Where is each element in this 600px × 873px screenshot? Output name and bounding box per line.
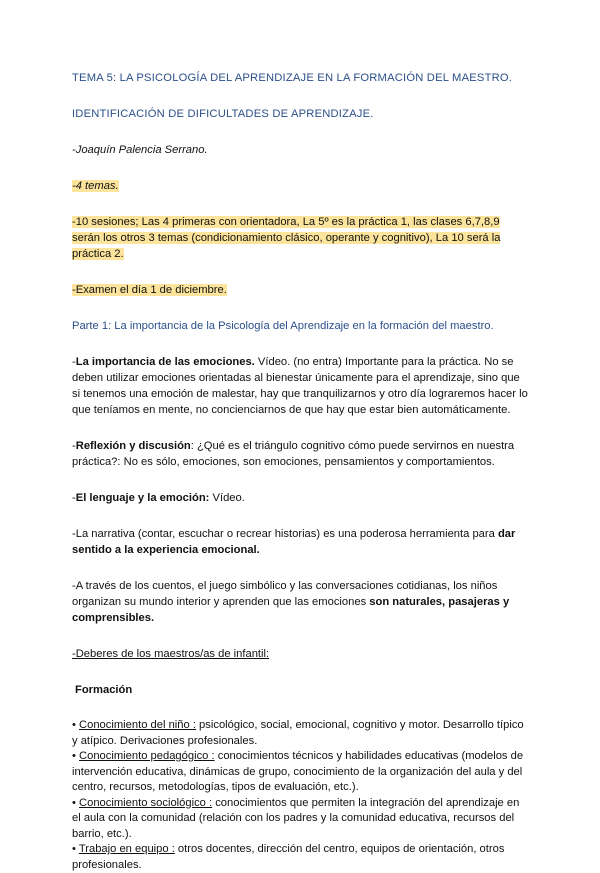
list-item <box>72 718 530 749</box>
list-item <box>72 842 530 873</box>
bullet-mark: • <box>72 719 80 731</box>
lenguaje-prefix: - <box>72 492 76 504</box>
list-item <box>72 749 530 796</box>
reflexion-paragraph <box>72 438 530 470</box>
bullet-mark: • <box>72 843 79 855</box>
cuentos-bold: son naturales, pasajeras y comprensibles. <box>72 596 510 624</box>
cuentos-paragraph <box>72 578 530 626</box>
temas-highlight: -4 temas. <box>72 180 119 192</box>
bullet-label: Conocimiento pedagógico : <box>79 750 215 762</box>
emociones-text: Vídeo. (no entra) Importante para la práctica. No se deben utilizar emociones orientadas al bienestar únicamente para el aprendizaje, sino que si tenemos una emoción de malestar, hay que tranquilizarnos y otro día lograremos hacer lo que teníamos en mente, no concienciarnos de que hay que estar bien automáticamente. <box>72 356 528 416</box>
emociones-paragraph <box>72 354 530 418</box>
temas-line <box>72 178 530 194</box>
formacion-list <box>72 718 530 873</box>
bullet-label: Conocimiento sociológico : <box>79 796 213 809</box>
author-line: -Joaquín Palencia Serrano. <box>72 144 208 156</box>
bullet-mark: • <box>72 796 80 809</box>
sesiones-paragraph <box>72 214 530 262</box>
deberes-heading: -Deberes de los maestros/as de infantil: <box>72 648 270 660</box>
lenguaje-paragraph <box>72 490 530 506</box>
doc-subtitle: IDENTIFICACIÓN DE DIFICULTADES DE APRENDIZAJE. <box>72 108 374 120</box>
bullet-label: Trabajo en equipo : <box>78 843 175 855</box>
list-item <box>72 796 530 843</box>
reflexion-bold: Reflexión y discusión <box>75 440 191 452</box>
bullet-text: psicológico, social, emocional, cognitivo y motor. Desarrollo típico y atípico. Derivaciones profesionales. <box>72 719 524 747</box>
cuentos-text: -A través de los cuentos, el juego simbólico y las conversaciones cotidianas, los niños organizan su mundo interior y aprenden que las emociones <box>72 580 498 608</box>
bullet-text: otros docentes, dirección del centro, equipos de orientación, otros profesionales. <box>72 843 505 871</box>
emociones-prefix: - <box>72 356 76 368</box>
sesiones-highlight: -10 sesiones; Las 4 primeras con orientadora, La 5º es la práctica 1, las clases 6,7,8,9 serán los otros 3 temas (condicionamiento clásico, operante y cognitivo), La 10 será la práctica 2. <box>72 216 501 260</box>
reflexion-text: : ¿Qué es el triángulo cognitivo cómo puede servirnos en nuestra práctica?: No es sólo, emociones, son emociones, pensamientos y comportamientos. <box>72 440 515 468</box>
narrativa-bold: dar sentido a la experiencia emocional. <box>72 528 516 556</box>
examen-highlight: -Examen el día 1 de diciembre. <box>72 284 227 296</box>
emociones-bold: La importancia de las emociones. <box>75 356 255 368</box>
formacion-heading: Formación <box>75 684 133 696</box>
doc-title: TEMA 5: LA PSICOLOGÍA DEL APRENDIZAJE EN LA FORMACIÓN DEL MAESTRO. <box>72 72 513 84</box>
bullet-label: Conocimiento del niño : <box>79 719 196 731</box>
narrativa-text: -La narrativa (contar, escuchar o recrear historias) es una poderosa herramienta para <box>72 528 498 540</box>
narrativa-paragraph <box>72 526 530 558</box>
bullet-mark: • <box>72 750 80 762</box>
parte1-heading: Parte 1: La importancia de la Psicología del Aprendizaje en la formación del maestro. <box>72 320 494 332</box>
examen-line <box>72 282 530 298</box>
lenguaje-text: Vídeo. <box>209 492 245 504</box>
reflexion-prefix: - <box>72 440 76 452</box>
bullet-text: conocimientos técnicos y habilidades educativas (modelos de intervención educativa, dinámicas de grupo, conocimiento de la organización del aula y del centro, recursos, metodologías, tipos de evaluación, etc.). <box>72 750 524 793</box>
lenguaje-bold: El lenguaje y la emoción: <box>75 492 210 504</box>
bullet-text: conocimientos que permiten la integración del aprendizaje en el aula con la comunidad (relación con los padres y la comunidad educativa, recursos del barrio, etc.). <box>72 796 520 840</box>
